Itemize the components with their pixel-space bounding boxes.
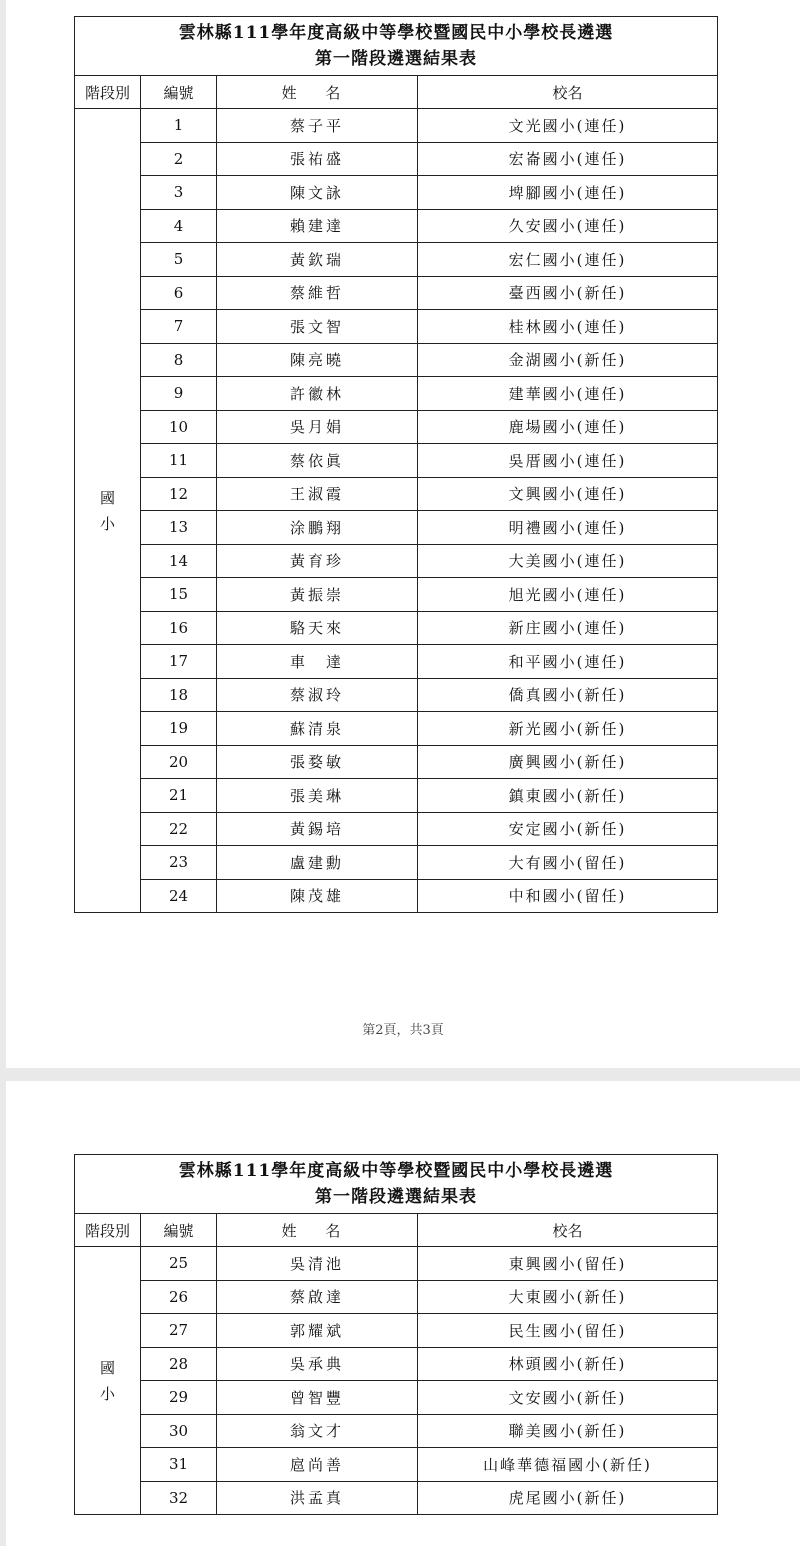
table-row [75, 209, 718, 243]
title-line-1: 雲林縣111學年度高級中等學校暨國民中小學校長遴選 [178, 23, 614, 43]
principal-name: 王淑霞 [217, 477, 418, 511]
table-row [75, 276, 718, 310]
school-name: 僑真國小(新任) [418, 678, 718, 712]
document-page-2 [6, 1081, 800, 1546]
school-name: 中和國小(留任) [418, 879, 718, 913]
table-row [75, 544, 718, 578]
row-number: 19 [141, 712, 217, 746]
row-number: 32 [141, 1481, 217, 1515]
document-page-1 [6, 0, 800, 1068]
school-name: 大美國小(連任) [418, 544, 718, 578]
row-number: 11 [141, 444, 217, 478]
row-number: 23 [141, 846, 217, 880]
school-name: 大東國小(新任) [418, 1280, 718, 1314]
principal-name: 張婺敏 [217, 745, 418, 779]
table-row [75, 645, 718, 679]
principal-name: 洪孟真 [217, 1481, 418, 1515]
row-number: 2 [141, 142, 217, 176]
school-name: 金湖國小(新任) [418, 343, 718, 377]
header-row [75, 1214, 718, 1247]
level-label-char: 國 [99, 488, 115, 507]
principal-name: 郭耀斌 [217, 1314, 418, 1348]
table-row [75, 243, 718, 277]
row-number: 17 [141, 645, 217, 679]
row-number: 13 [141, 511, 217, 545]
table-row [75, 745, 718, 779]
principal-name: 黃欽瑞 [217, 243, 418, 277]
table-row [75, 678, 718, 712]
table-row [75, 578, 718, 612]
row-number: 31 [141, 1448, 217, 1482]
table-row [75, 879, 718, 913]
header-row [75, 76, 718, 109]
table-row [75, 142, 718, 176]
title-line-1: 雲林縣111學年度高級中等學校暨國民中小學校長遴選 [178, 1161, 614, 1181]
table-row [75, 1481, 718, 1515]
title-line-2: 第一階段遴選結果表 [315, 1187, 477, 1207]
row-number: 4 [141, 209, 217, 243]
school-name: 虎尾國小(新任) [418, 1481, 718, 1515]
table-row [75, 176, 718, 210]
row-number: 15 [141, 578, 217, 612]
school-name: 明禮國小(連任) [418, 511, 718, 545]
principal-name: 涂鵬翔 [217, 511, 418, 545]
row-number: 29 [141, 1381, 217, 1415]
row-number: 30 [141, 1414, 217, 1448]
principal-name: 蔡啟達 [217, 1280, 418, 1314]
row-number: 25 [141, 1247, 217, 1281]
row-number: 16 [141, 611, 217, 645]
row-number: 5 [141, 243, 217, 277]
school-name: 安定國小(新任) [418, 812, 718, 846]
row-number: 24 [141, 879, 217, 913]
level-label-char: 小 [99, 1384, 115, 1403]
school-name: 東興國小(留任) [418, 1247, 718, 1281]
table-row [75, 1448, 718, 1482]
header-number: 編號 [141, 76, 217, 109]
principal-name: 駱天來 [217, 611, 418, 645]
principal-name: 黃育珍 [217, 544, 418, 578]
school-name: 宏崙國小(連任) [418, 142, 718, 176]
header-name: 姓 名 [217, 76, 418, 109]
principal-name: 黃錫培 [217, 812, 418, 846]
principal-name: 車 達 [217, 645, 418, 679]
principal-name: 許徽林 [217, 377, 418, 411]
principal-name: 翁文才 [217, 1414, 418, 1448]
school-name: 新光國小(新任) [418, 712, 718, 746]
table-row [75, 846, 718, 880]
school-name: 聯美國小(新任) [418, 1414, 718, 1448]
header-level: 階段別 [75, 76, 141, 109]
principal-name: 賴建達 [217, 209, 418, 243]
school-name: 久安國小(連任) [418, 209, 718, 243]
row-number: 3 [141, 176, 217, 210]
principal-name: 蔡淑玲 [217, 678, 418, 712]
table-row [75, 477, 718, 511]
table-row [75, 410, 718, 444]
principal-name: 吳月娟 [217, 410, 418, 444]
principal-name: 張祐盛 [217, 142, 418, 176]
school-name: 林頭國小(新任) [418, 1347, 718, 1381]
school-name: 旭光國小(連任) [418, 578, 718, 612]
table-row [75, 812, 718, 846]
table-row [75, 779, 718, 813]
header-name: 姓 名 [217, 1214, 418, 1247]
principal-name: 張美琳 [217, 779, 418, 813]
table-title [75, 1155, 718, 1214]
results-table-page-1 [74, 16, 718, 913]
school-name: 和平國小(連任) [418, 645, 718, 679]
row-number: 21 [141, 779, 217, 813]
table-row [75, 1280, 718, 1314]
table-row [75, 1314, 718, 1348]
principal-name: 盧建勳 [217, 846, 418, 880]
row-number: 14 [141, 544, 217, 578]
principal-name: 蔡依眞 [217, 444, 418, 478]
row-number: 27 [141, 1314, 217, 1348]
school-name: 鹿場國小(連任) [418, 410, 718, 444]
principal-name: 吳清池 [217, 1247, 418, 1281]
row-number: 10 [141, 410, 217, 444]
school-name: 鎮東國小(新任) [418, 779, 718, 813]
school-name: 廣興國小(新任) [418, 745, 718, 779]
row-number: 9 [141, 377, 217, 411]
school-name: 文安國小(新任) [418, 1381, 718, 1415]
table-title [75, 17, 718, 76]
table-row [75, 109, 718, 143]
header-number: 編號 [141, 1214, 217, 1247]
row-number: 1 [141, 109, 217, 143]
principal-name: 扈尚善 [217, 1448, 418, 1482]
table-row [75, 1414, 718, 1448]
table-row [75, 1381, 718, 1415]
principal-name: 陳茂雄 [217, 879, 418, 913]
page-footer: 第2頁，共3頁 [362, 1023, 444, 1038]
principal-name: 蔡維哲 [217, 276, 418, 310]
row-number: 8 [141, 343, 217, 377]
level-cell [75, 109, 141, 913]
school-name: 文光國小(連任) [418, 109, 718, 143]
principal-name: 吳承典 [217, 1347, 418, 1381]
results-table-page-2 [74, 1154, 718, 1515]
school-name: 埤腳國小(連任) [418, 176, 718, 210]
row-number: 7 [141, 310, 217, 344]
row-number: 12 [141, 477, 217, 511]
principal-name: 陳亮曉 [217, 343, 418, 377]
school-name: 山峰華德福國小(新任) [418, 1448, 718, 1482]
school-name: 民生國小(留任) [418, 1314, 718, 1348]
school-name: 文興國小(連任) [418, 477, 718, 511]
school-name: 宏仁國小(連任) [418, 243, 718, 277]
table-row [75, 611, 718, 645]
table-row [75, 1347, 718, 1381]
principal-name: 張文智 [217, 310, 418, 344]
school-name: 建華國小(連任) [418, 377, 718, 411]
table-row [75, 444, 718, 478]
principal-name: 陳文詠 [217, 176, 418, 210]
level-label-char: 國 [99, 1358, 115, 1377]
header-level: 階段別 [75, 1214, 141, 1247]
table-row [75, 1247, 718, 1281]
school-name: 桂林國小(連任) [418, 310, 718, 344]
school-name: 吳厝國小(連任) [418, 444, 718, 478]
table-row [75, 310, 718, 344]
row-number: 18 [141, 678, 217, 712]
level-cell [75, 1247, 141, 1515]
title-line-2: 第一階段遴選結果表 [315, 49, 477, 69]
table-row [75, 377, 718, 411]
row-number: 22 [141, 812, 217, 846]
row-number: 20 [141, 745, 217, 779]
row-number: 6 [141, 276, 217, 310]
school-name: 大有國小(留任) [418, 846, 718, 880]
principal-name: 黃振崇 [217, 578, 418, 612]
school-name: 新庄國小(連任) [418, 611, 718, 645]
table-row [75, 343, 718, 377]
level-label-char: 小 [99, 514, 115, 533]
table-row [75, 511, 718, 545]
row-number: 26 [141, 1280, 217, 1314]
row-number: 28 [141, 1347, 217, 1381]
header-school: 校名 [418, 76, 718, 109]
principal-name: 蘇清泉 [217, 712, 418, 746]
principal-name: 曾智豐 [217, 1381, 418, 1415]
table-row [75, 712, 718, 746]
principal-name: 蔡子平 [217, 109, 418, 143]
school-name: 臺西國小(新任) [418, 276, 718, 310]
header-school: 校名 [418, 1214, 718, 1247]
